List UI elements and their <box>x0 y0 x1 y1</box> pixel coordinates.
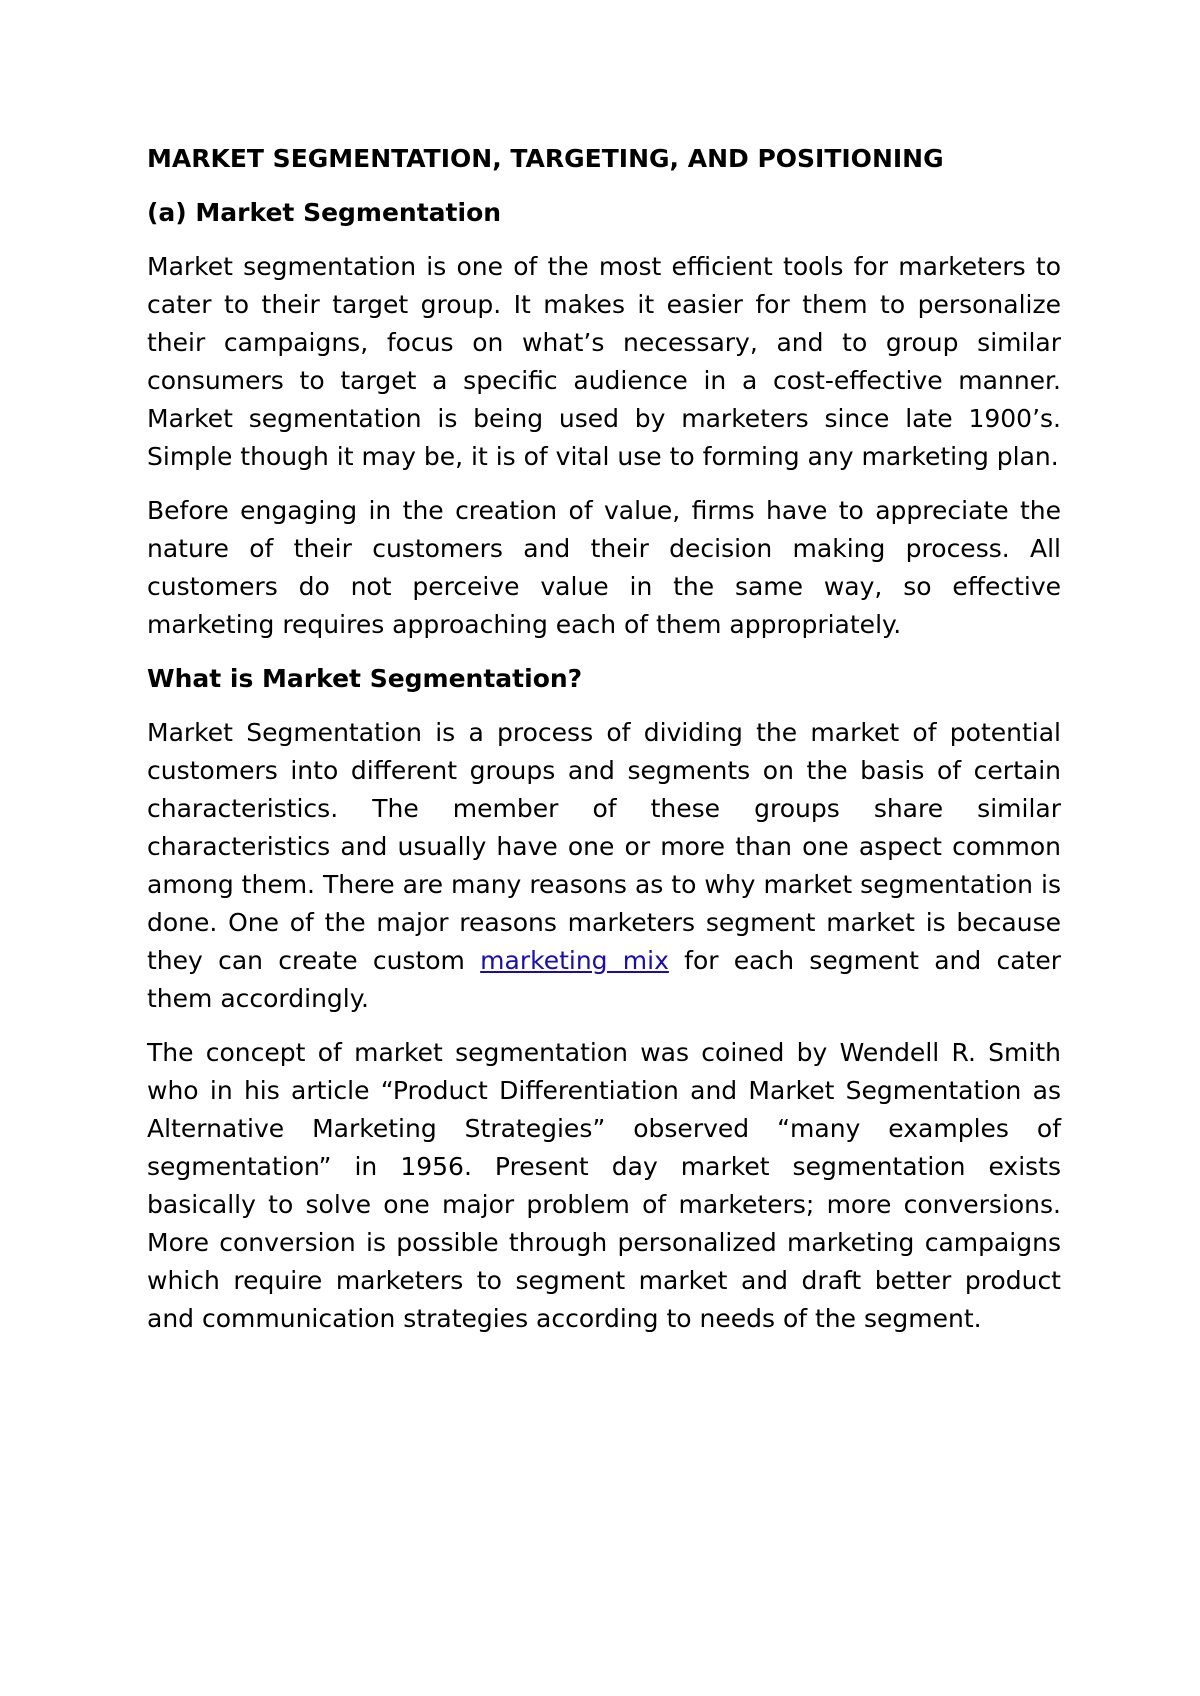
paragraph-intro: Market segmentation is one of the most efficient tools for marketers to cater to their target group. It makes it easier for them to personalize their campaigns, focus on what’s necessary, and to group similar consumers to target a specific audience in a cost-effective manner. Market segmentation is being used by marketers since late 1900’s. Simple though it may be, it is of vital use to forming any marketing plan. <box>147 252 1061 471</box>
marketing-mix-link[interactable]: marketing mix <box>480 946 669 975</box>
question-heading: What is Market Segmentation? <box>147 664 583 693</box>
paragraph-definition <box>147 714 1061 1018</box>
document-page <box>147 140 1061 1354</box>
paragraph-history: The concept of market segmentation was coined by Wendell R. Smith who in his article “Product Differentiation and Market Segmentation as Alternative Marketing Strategies” observed “many examples of segmentation” in 1956. Present day market segmentation exists basically to solve one major problem of marketers; more conversions. More conversion is possible through personalized marketing campaigns which require marketers to segment market and draft better product and communication strategies according to needs of the segment. <box>147 1038 1061 1333</box>
paragraph-definition-text: Market Segmentation is a process of dividing the market of potential customers into different groups and segments on the basis of certain characteristics. The member of these groups share similar characteristics and usually have one or more than one aspect common among them. There are many reasons as to why market segmentation is done. One of the major reasons marketers segment market is because they can create custom <box>147 718 1061 975</box>
section-heading-market-segmentation: (a) Market Segmentation <box>147 198 502 227</box>
paragraph-value-creation: Before engaging in the creation of value, firms have to appreciate the nature of their customers and their decision making process. All customers do not perceive value in the same way, so effective marketing requires approaching each of them appropriately. <box>147 496 1061 639</box>
paragraph-definition-text-end: for each segment and cater them accordingly. <box>147 946 1062 1013</box>
document-title: MARKET SEGMENTATION, TARGETING, AND POSITIONING <box>147 144 944 173</box>
